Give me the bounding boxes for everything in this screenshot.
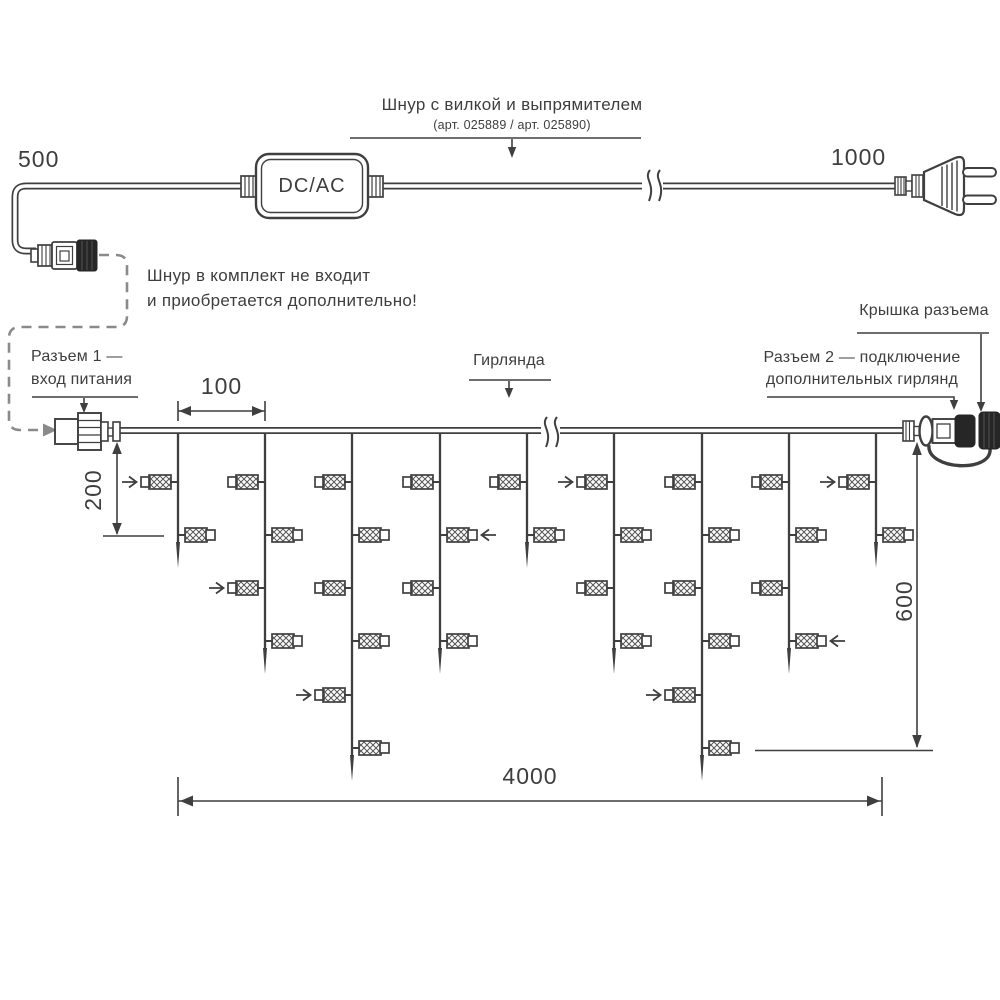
connector2-leader xyxy=(767,397,958,410)
garland-break-symbol xyxy=(545,417,558,447)
note-line1: Шнур в комплект не входит xyxy=(147,266,371,285)
connector2-label-line2: дополнительных гирлянд xyxy=(765,371,959,388)
connector-cap xyxy=(979,412,1000,449)
cord-title: Шнур с вилкой и выпрямителем xyxy=(381,95,643,114)
connector1-label-line1: Разъем 1 — xyxy=(31,348,123,365)
dim-100-label: 100 xyxy=(200,373,243,399)
cap-label: Крышка разъема xyxy=(859,302,989,319)
power-cord-wire xyxy=(15,170,898,251)
cord-end-connector xyxy=(31,240,97,271)
garland-label-leader xyxy=(469,380,551,398)
dim-4000-label: 4000 xyxy=(502,763,558,789)
power-plug xyxy=(895,157,996,215)
cord-length-right-label: 1000 xyxy=(831,144,887,170)
dim-100 xyxy=(178,401,265,421)
cord-break-symbol xyxy=(648,170,661,201)
connector1-label-line2: вход питания xyxy=(31,371,133,388)
cord-length-left-label: 500 xyxy=(18,146,60,172)
dim-200-label: 200 xyxy=(80,469,106,511)
cord-title-leader xyxy=(350,138,641,158)
adapter-label: DC/AC xyxy=(278,175,346,197)
garland-main-wire xyxy=(119,417,903,447)
connector2-label-line1: Разъем 2 — подключение xyxy=(763,349,961,366)
cord-subtitle: (арт. 025889 / арт. 025890) xyxy=(433,118,591,132)
note-dashed-leader xyxy=(9,255,127,437)
note-line2: и приобретается дополнительно! xyxy=(147,291,418,310)
garland-label: Гирлянда xyxy=(473,352,545,369)
dim-600-label: 600 xyxy=(891,580,917,622)
connector-2 xyxy=(903,415,990,466)
connector1-leader xyxy=(32,397,138,413)
